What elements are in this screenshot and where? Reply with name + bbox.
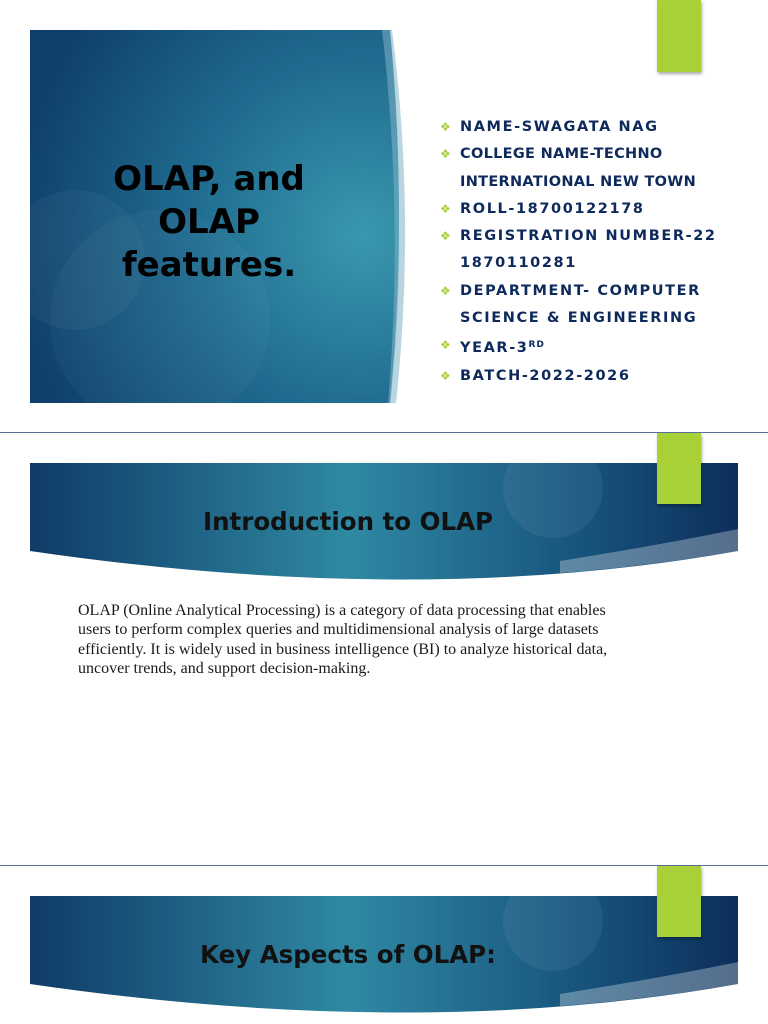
info-item-year: ❖ YEAR-3RD [438,332,722,362]
info-item-name: ❖ NAME-SWAGATA NAG [438,114,700,141]
diamond-bullet-icon: ❖ [440,120,451,134]
info-item-roll: ❖ ROLL-18700122178 [438,196,722,223]
green-accent-bar [657,0,701,72]
info-item-batch: ❖ BATCH-2022-2026 [438,363,722,390]
slide-title [0,0,768,432]
slide-heading: Key Aspects of OLAP: [200,940,496,969]
slide-key-aspects [0,866,768,1024]
diamond-bullet-icon: ❖ [440,201,451,216]
diamond-bullet-icon: ❖ [440,283,451,298]
green-accent-bar [657,866,701,937]
slide-introduction [0,433,768,865]
intro-paragraph: OLAP (Online Analytical Processing) is a category of data processing that enables users to perform complex queries and multidimensional analysis of large datasets efficiently. It is widely used in business intelligence (BI) to analyze historical data, uncover trends, and support decision-making. [78,602,608,677]
green-accent-bar [657,433,701,504]
slide-title-text: OLAP, and OLAP features. [113,159,305,285]
slide-heading: Introduction to OLAP [202,507,494,536]
year-superscript: RD [528,340,545,351]
diamond-bullet-icon: ❖ [440,368,451,383]
info-item-college: ❖ COLLEGE NAME-TECHNO INTERNATIONAL NEW TOWN [438,141,722,196]
info-item-department: ❖ DEPARTMENT- COMPUTER SCIENCE & ENGINEERING [438,278,722,333]
diamond-bullet-icon: ❖ [440,147,451,162]
diamond-bullet-icon: ❖ [440,229,451,244]
student-info-list [438,114,722,390]
info-item-registration: ❖ REGISTRATION NUMBER-221870110281 [438,223,722,278]
diamond-bullet-icon: ❖ [440,338,451,353]
